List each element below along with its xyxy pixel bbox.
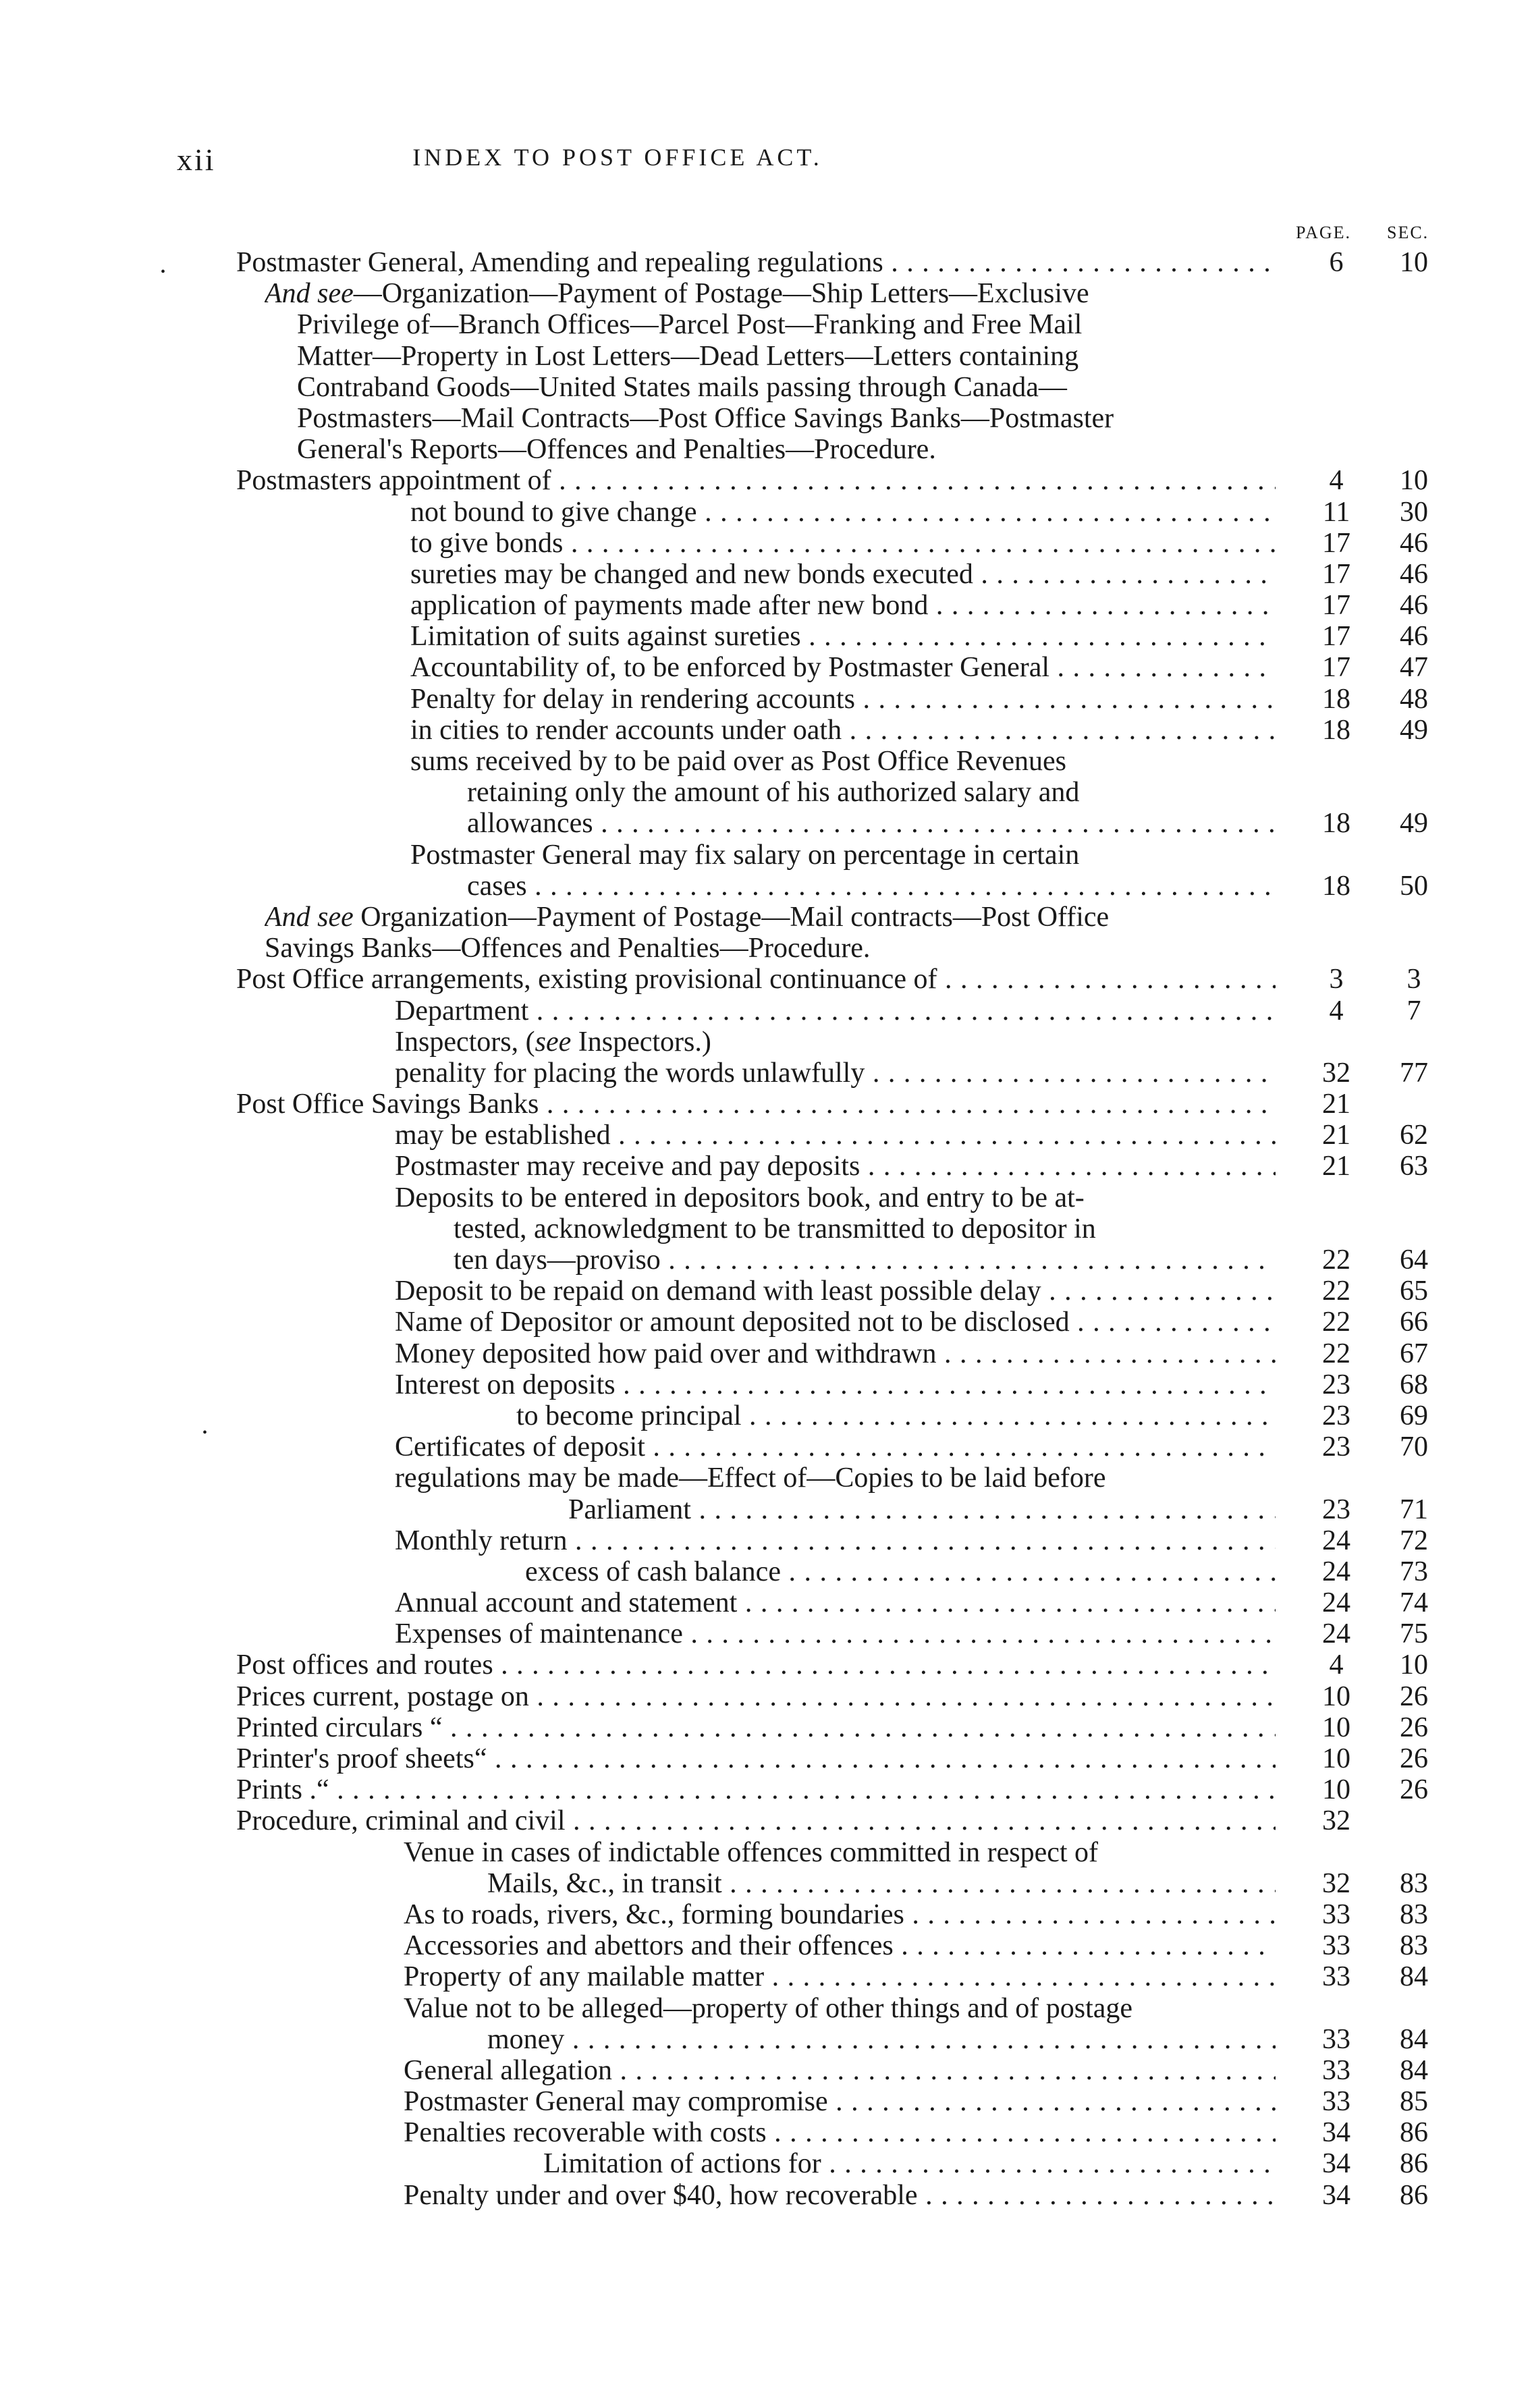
entry-text: Matter—Property in Lost Letters—Dead Letters—Letters containing [297, 340, 1079, 372]
index-entry [0, 1868, 1530, 1899]
entry-section: 46 [1400, 590, 1428, 622]
entry-section: 46 [1400, 527, 1428, 559]
entry-section: 10 [1400, 465, 1428, 497]
entry-section: 26 [1400, 1774, 1428, 1806]
entry-text: allowances . . . [467, 808, 1276, 839]
entry-section: 68 [1400, 1369, 1428, 1400]
margin-mark: • [161, 265, 166, 279]
entry-text: Postmaster General may compromise . . . [404, 2086, 1276, 2117]
entry-page: 22 [1322, 1244, 1350, 1276]
entry-section: 83 [1400, 1930, 1428, 1962]
margin-mark: • [202, 1425, 208, 1440]
index-entries [0, 247, 1530, 2211]
entry-page: 33 [1322, 2086, 1350, 2118]
entry-page: 17 [1322, 558, 1350, 590]
index-entry [0, 403, 1530, 434]
index-entry [0, 1431, 1530, 1462]
entry-text: penality for placing the words unlawfully . . . [395, 1058, 1276, 1089]
entry-page: 34 [1322, 2179, 1350, 2211]
entry-page: 18 [1322, 808, 1350, 840]
entry-text: Inspectors, (see Inspectors.) [395, 1026, 711, 1058]
index-entry [0, 528, 1530, 559]
entry-page: 18 [1322, 870, 1350, 902]
entry-text: Printed circulars “ . . . [236, 1712, 1276, 1743]
entry-text: Accountability of, to be enforced by Postmaster General . . . [410, 652, 1276, 683]
entry-text: Prints .“ . . . [236, 1774, 1276, 1805]
entry-page: 4 [1329, 465, 1344, 497]
entry-section: 3 [1406, 964, 1421, 995]
entry-text: Printer's proof sheets“ . . . [236, 1743, 1276, 1774]
entry-section: 83 [1400, 1867, 1428, 1899]
entry-text: Privilege of—Branch Offices—Parcel Post—Franking and Free Mail [297, 309, 1083, 341]
entry-section: 49 [1400, 714, 1428, 746]
entry-text: money . . . [487, 2024, 1276, 2055]
entry-text: Penalty under and over $40, how recoverable . . . [404, 2180, 1276, 2211]
entry-text: Post offices and routes . . . [236, 1649, 1276, 1680]
entry-page: 17 [1322, 590, 1350, 622]
index-entry [0, 871, 1530, 902]
entry-text: Parliament . . . [568, 1494, 1276, 1525]
entry-text: Penalty for delay in rendering accounts . . . [410, 684, 1276, 715]
entry-text: And see Organization—Payment of Postage—Mail contracts—Post Office [265, 901, 1110, 933]
entry-page: 10 [1322, 1774, 1350, 1806]
entry-page: 24 [1322, 1556, 1350, 1587]
entry-page: 10 [1322, 1743, 1350, 1774]
index-entry [0, 590, 1530, 621]
entry-page: 33 [1322, 1898, 1350, 1930]
index-entry [0, 497, 1530, 528]
entry-page: 23 [1322, 1494, 1350, 1525]
entry-section: 84 [1400, 2023, 1428, 2055]
entry-section: 10 [1400, 1649, 1428, 1681]
column-header-sec: SEC. [1387, 223, 1429, 242]
index-entry [0, 559, 1530, 590]
index-entry [0, 1930, 1530, 1961]
index-entry [0, 777, 1530, 808]
entry-text: As to roads, rivers, &c., forming boundaries . . . [404, 1899, 1276, 1930]
entry-section: 64 [1400, 1244, 1428, 1276]
entry-text: retaining only the amount of his authorized salary and [467, 777, 1080, 809]
entry-page: 23 [1322, 1431, 1350, 1463]
entry-section: 50 [1400, 870, 1428, 902]
entry-text: excess of cash balance . . . [525, 1556, 1276, 1587]
index-entry [0, 247, 1530, 278]
entry-text: Certificates of deposit . . . [395, 1431, 1276, 1462]
entry-text: Postmaster General may fix salary on percentage in certain [410, 839, 1080, 871]
entry-section: 47 [1400, 652, 1428, 684]
index-entry [0, 1058, 1530, 1089]
page-number: xii [177, 142, 216, 177]
running-title: INDEX TO POST OFFICE ACT. [412, 144, 823, 171]
index-entry [0, 1837, 1530, 1868]
index-entry [0, 1120, 1530, 1151]
entry-text: Procedure, criminal and civil . . . [236, 1805, 1276, 1836]
entry-text: Property of any mailable matter . . . [404, 1961, 1276, 1992]
index-entry [0, 2086, 1530, 2117]
entry-text: Postmasters—Mail Contracts—Post Office Savings Banks—Postmaster [297, 402, 1114, 434]
index-entry [0, 1307, 1530, 1338]
index-entry [0, 2117, 1530, 2148]
entry-page: 10 [1322, 1712, 1350, 1743]
entry-page: 10 [1322, 1680, 1350, 1712]
entry-text: Postmaster may receive and pay deposits . . . [395, 1151, 1276, 1182]
index-entry [0, 995, 1530, 1027]
index-entry [0, 372, 1530, 403]
entry-text: Contraband Goods—United States mails passing through Canada— [297, 371, 1067, 403]
entry-section: 65 [1400, 1276, 1428, 1307]
index-entry [0, 1587, 1530, 1618]
entry-text: cases . . . [467, 871, 1276, 902]
index-entry [0, 1993, 1530, 2024]
index-entry [0, 808, 1530, 839]
entry-text: General allegation . . . [404, 2055, 1276, 2086]
index-entry [0, 1649, 1530, 1680]
entry-text: Postmaster General, Amending and repealing regulations . . . [236, 247, 1276, 278]
index-entry [0, 1556, 1530, 1587]
entry-page: 22 [1322, 1338, 1350, 1369]
entry-text: Interest on deposits . . . [395, 1369, 1276, 1400]
index-entry [0, 1400, 1530, 1431]
entry-section: 7 [1406, 995, 1421, 1027]
entry-text: to become principal . . . [516, 1400, 1276, 1431]
entry-text: tested, acknowledgment to be transmitted to depositor in [454, 1213, 1096, 1244]
entry-text: Monthly return . . . [395, 1525, 1276, 1556]
entry-page: 32 [1322, 1805, 1350, 1837]
entry-section: 10 [1400, 247, 1428, 278]
entry-page: 34 [1322, 2117, 1350, 2149]
entry-section: 26 [1400, 1680, 1428, 1712]
entry-text: Penalties recoverable with costs . . . [404, 2117, 1276, 2148]
entry-page: 18 [1322, 714, 1350, 746]
entry-page: 22 [1322, 1276, 1350, 1307]
entry-text: Prices current, postage on . . . [236, 1681, 1276, 1712]
entry-page: 32 [1322, 1867, 1350, 1899]
entry-page: 21 [1322, 1120, 1350, 1151]
entry-page: 24 [1322, 1525, 1350, 1556]
index-entry [0, 1276, 1530, 1307]
entry-text: Mails, &c., in transit . . . [487, 1868, 1276, 1899]
entry-page: 4 [1329, 1649, 1344, 1681]
entry-text: General's Reports—Offences and Penalties—Procedure. [297, 434, 936, 466]
index-entry [0, 1244, 1530, 1276]
entry-text: Limitation of actions for . . . [543, 2148, 1276, 2179]
entry-page: 33 [1322, 1961, 1350, 1993]
entry-text: Deposits to be entered in depositors book, and entry to be at- [395, 1182, 1085, 1213]
index-entry [0, 1182, 1530, 1213]
entry-section: 86 [1400, 2179, 1428, 2211]
entry-text: Limitation of suits against sureties . . . [410, 621, 1276, 652]
entry-section: 73 [1400, 1556, 1428, 1587]
entry-section: 77 [1400, 1057, 1428, 1089]
entry-text: not bound to give change . . . [410, 497, 1276, 528]
entry-text: Expenses of maintenance . . . [395, 1618, 1276, 1649]
index-entry [0, 2055, 1530, 2086]
index-entry [0, 1369, 1530, 1400]
entry-section: 84 [1400, 1961, 1428, 1993]
entry-text: application of payments made after new bond . . . [410, 590, 1276, 621]
entry-section: 26 [1400, 1712, 1428, 1743]
entry-page: 22 [1322, 1307, 1350, 1338]
entry-page: 18 [1322, 683, 1350, 715]
index-entry [0, 652, 1530, 683]
entry-page: 33 [1322, 2023, 1350, 2055]
entry-page: 11 [1322, 496, 1350, 528]
entry-section: 74 [1400, 1587, 1428, 1619]
index-entry [0, 964, 1530, 995]
entry-page: 34 [1322, 2148, 1350, 2180]
index-entry [0, 1338, 1530, 1369]
column-header-page: PAGE. [1296, 223, 1352, 242]
index-entry [0, 1525, 1530, 1556]
index-entry [0, 1774, 1530, 1805]
entry-text: Post Office arrangements, existing provisional continuance of . . . [236, 964, 1276, 995]
index-entry [0, 1462, 1530, 1494]
entry-text: Money deposited how paid over and withdrawn . . . [395, 1338, 1276, 1369]
entry-text: sums received by to be paid over as Post Office Revenues [410, 746, 1066, 777]
entry-section: 84 [1400, 2054, 1428, 2086]
page-header [0, 142, 1530, 182]
entry-page: 33 [1322, 1930, 1350, 1962]
index-entry [0, 1712, 1530, 1743]
index-entry [0, 746, 1530, 777]
index-entry [0, 1961, 1530, 1992]
index-entry [0, 2148, 1530, 2179]
entry-page: 21 [1322, 1089, 1350, 1120]
index-entry [0, 933, 1530, 964]
entry-page: 32 [1322, 1057, 1350, 1089]
entry-page: 23 [1322, 1400, 1350, 1431]
entry-text: Venue in cases of indictable offences committed in respect of [404, 1836, 1099, 1868]
entry-section: 67 [1400, 1338, 1428, 1369]
index-entry [0, 684, 1530, 715]
entry-page: 33 [1322, 2054, 1350, 2086]
entry-page: 24 [1322, 1618, 1350, 1650]
entry-section: 70 [1400, 1431, 1428, 1463]
index-entry [0, 1805, 1530, 1836]
entry-section: 49 [1400, 808, 1428, 840]
entry-section: 69 [1400, 1400, 1428, 1431]
index-entry [0, 434, 1530, 465]
entry-section: 86 [1400, 2148, 1428, 2180]
index-entry [0, 2180, 1530, 2211]
entry-section: 83 [1400, 1898, 1428, 1930]
entry-section: 26 [1400, 1743, 1428, 1774]
index-entry [0, 1089, 1530, 1120]
entry-section: 66 [1400, 1307, 1428, 1338]
entry-text: Savings Banks—Offences and Penalties—Procedure. [265, 933, 871, 964]
index-entry [0, 1618, 1530, 1649]
entry-text: Deposit to be repaid on demand with least possible delay . . . [395, 1276, 1276, 1307]
entry-text: Post Office Savings Banks . . . [236, 1089, 1276, 1120]
entry-page: 3 [1329, 964, 1344, 995]
entry-text: sureties may be changed and new bonds executed . . . [410, 559, 1276, 590]
index-entry [0, 2024, 1530, 2055]
entry-text: Postmasters appointment of . . . [236, 465, 1276, 496]
entry-page: 21 [1322, 1151, 1350, 1182]
entry-section: 30 [1400, 496, 1428, 528]
index-entry [0, 1027, 1530, 1058]
entry-page: 17 [1322, 652, 1350, 684]
entry-text: Annual account and statement . . . [395, 1587, 1276, 1618]
index-entry [0, 1494, 1530, 1525]
entry-section: 63 [1400, 1151, 1428, 1182]
entry-text: Value not to be alleged—property of other things and of postage [404, 1992, 1133, 2024]
index-entry [0, 1899, 1530, 1930]
index-entry [0, 621, 1530, 652]
entry-section: 85 [1400, 2086, 1428, 2118]
index-entry [0, 840, 1530, 871]
entry-page: 23 [1322, 1369, 1350, 1400]
entry-page: 6 [1329, 247, 1344, 278]
entry-section: 46 [1400, 558, 1428, 590]
entry-text: And see—Organization—Payment of Postage—Ship Letters—Exclusive [265, 278, 1089, 310]
entry-text: Department . . . [395, 995, 1276, 1027]
entry-page: 17 [1322, 621, 1350, 653]
index-entry [0, 1151, 1530, 1182]
entry-text: may be established . . . [395, 1120, 1276, 1151]
index-entry [0, 1681, 1530, 1712]
index-entry [0, 1743, 1530, 1774]
entry-page: 24 [1322, 1587, 1350, 1619]
entry-section: 62 [1400, 1120, 1428, 1151]
index-entry [0, 902, 1530, 933]
entry-text: regulations may be made—Effect of—Copies to be laid before [395, 1462, 1106, 1494]
entry-text: Name of Depositor or amount deposited not to be disclosed . . . [395, 1307, 1276, 1338]
index-entry [0, 341, 1530, 372]
entry-text: to give bonds . . . [410, 528, 1276, 559]
entry-page: 4 [1329, 995, 1344, 1027]
index-entry [0, 309, 1530, 340]
index-entry [0, 278, 1530, 309]
entry-section: 86 [1400, 2117, 1428, 2149]
index-entry [0, 465, 1530, 496]
entry-section: 46 [1400, 621, 1428, 653]
entry-page: 17 [1322, 527, 1350, 559]
index-entry [0, 715, 1530, 746]
entry-text: Accessories and abettors and their offences . . . [404, 1930, 1276, 1961]
index-entry [0, 1213, 1530, 1244]
entry-section: 71 [1400, 1494, 1428, 1525]
entry-text: in cities to render accounts under oath . . . [410, 715, 1276, 746]
entry-section: 72 [1400, 1525, 1428, 1556]
entry-section: 48 [1400, 683, 1428, 715]
entry-section: 75 [1400, 1618, 1428, 1650]
entry-text: ten days—proviso . . . [454, 1244, 1276, 1276]
